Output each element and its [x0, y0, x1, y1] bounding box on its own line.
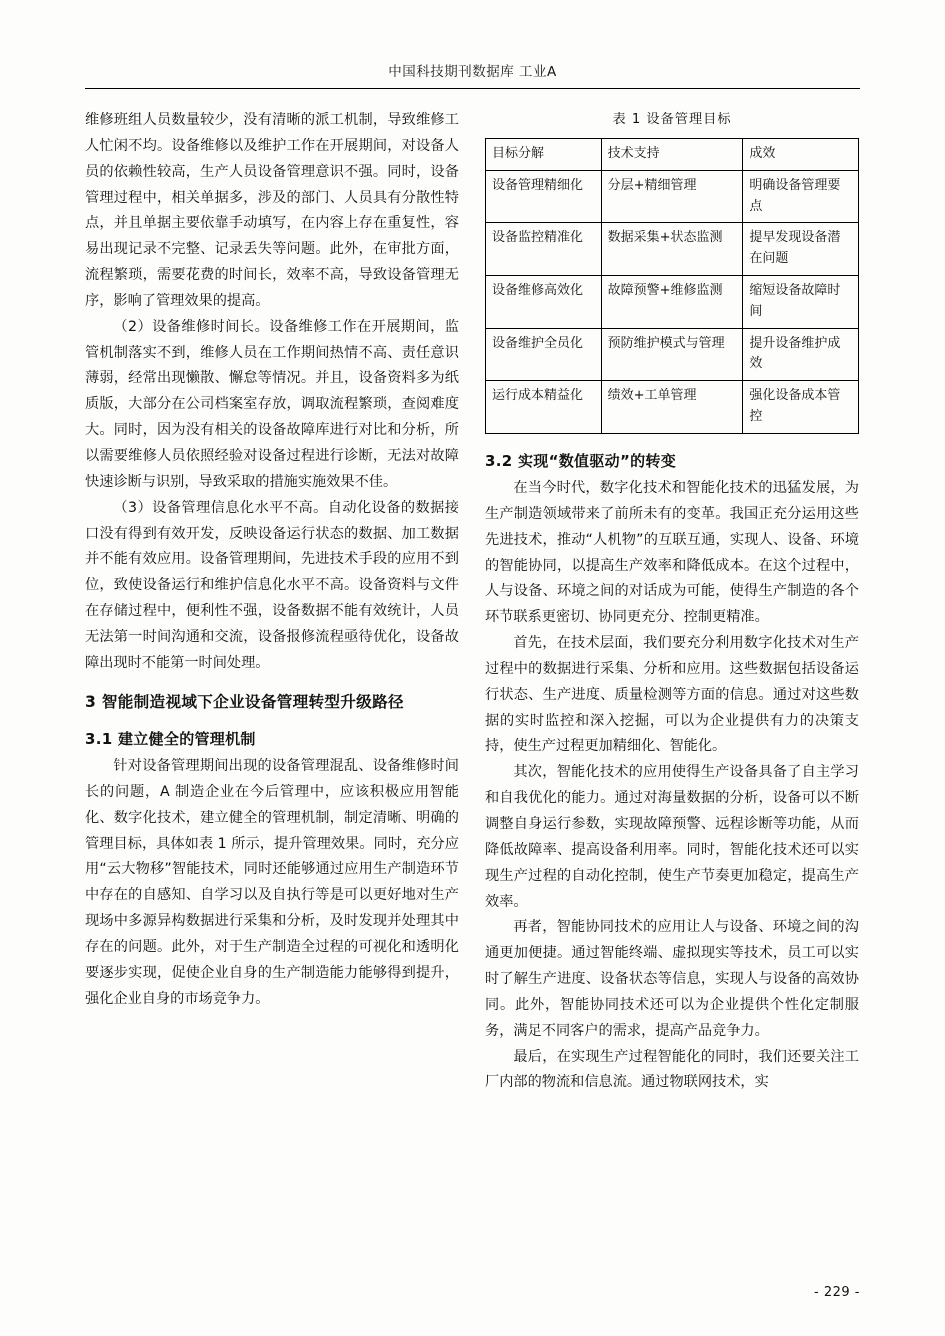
paragraph: 首先，在技术层面，我们要充分利用数字化技术对生产过程中的数据进行采集、分析和应用。这些数据包括设备运行状态、生产进度、质量检测等方面的信息。通过对这些数据的实时监控和深入挖掘，可以为企业提供有力的决策支持，使生产过程更加精细化、智能化。: [485, 635, 859, 755]
two-column-body: [85, 108, 860, 1266]
table-block: [485, 108, 859, 434]
paragraph: 针对设备管理期间出现的设备管理混乱、设备维修时间长的问题，A 制造企业在今后管理中，应该积极应用智能化、数字化技术，建立健全的管理机制，制定清晰、明确的管理目标，具体如表 1 所示，提升管理效果。同时，充分应用“云大物移”智能技术，同时还能够通过应用生产制造环节中存在的自感知、自学习以及自执行等是可以更好地对生产现场中多源异构数据进行采集和分析，及时发现并处理其中存在的问题。此外，对于生产制造全过程的可视化和透明化要逐步实现，促使企业自身的生产制造能力能够得到提升，强化企业自身的市场竞争力。: [85, 758, 459, 1007]
table-cell: 设备维修高效化: [486, 276, 602, 329]
table-cell: 缩短设备故障时间: [743, 276, 859, 329]
table-header-cell: 成效: [743, 139, 859, 171]
section-heading: 3 智能制造视域下企业设备管理转型升级路径: [85, 692, 404, 711]
table-cell: 预防维护模式与管理: [601, 328, 743, 381]
table-cell: 分层+精细管理: [601, 170, 743, 223]
paragraph: （2）设备维修时间长。设备维修工作在开展期间，监管机制落实不到，维修人员在工作期间热情不高、责任意识薄弱，经常出现懒散、懈怠等情况。并且，设备资料多为纸质版，大部分在公司档案室存放，调取流程繁琐，查阅难度大。同时，因为没有相关的设备故障库进行对比和分析，所以需要维修人员依照经验对设备过程进行诊断，无法对故障快速诊断与识别，导致采取的措施实施效果不佳。: [85, 318, 459, 490]
paragraph: 最后，在实现生产过程智能化的同时，我们还要关注工厂内部的物流和信息流。通过物联网技术，实: [485, 1048, 859, 1091]
table-cell: 故障预警+维修监测: [601, 276, 743, 329]
table-cell: 数据采集+状态监测: [601, 223, 743, 276]
header-divider: [85, 88, 860, 89]
table-cell: 运行成本精益化: [486, 381, 602, 434]
page-number: - 229 -: [814, 1285, 860, 1300]
table-caption: 表 1 设备管理目标: [612, 112, 732, 127]
table-cell: 绩效+工单管理: [601, 381, 743, 434]
table-cell: 提早发现设备潜在问题: [743, 223, 859, 276]
table-row: [486, 276, 859, 329]
paragraph: 在当今时代，数字化技术和智能化技术的迅猛发展，为生产制造领域带来了前所未有的变革。我国正充分运用这些先进技术，推动“人机物”的互联互通，实现人、设备、环境的智能协同，以提高生产效率和降低成本。在这个过程中，人与设备、环境之间的对话成为可能，使得生产制造的各个环节联系更密切、协同更充分、控制更精准。: [485, 480, 859, 626]
table-cell: 设备监控精准化: [486, 223, 602, 276]
right-column: [485, 108, 859, 1266]
paragraph: 其次，智能化技术的应用使得生产设备具备了自主学习和自我优化的能力。通过对海量数据的分析，设备可以不断调整自身运行参数，实现故障预警、远程诊断等功能，从而降低故障率、提高设备利用率。同时，智能化技术还可以实现生产过程的自动化控制，使生产节奏更加稳定，提高生产效率。: [485, 764, 859, 910]
table-header-row: [486, 139, 859, 171]
table-row: [486, 381, 859, 434]
table-cell: 设备维护全员化: [486, 328, 602, 381]
table-cell: 设备管理精细化: [486, 170, 602, 223]
table-row: [486, 170, 859, 223]
table-cell: 强化设备成本管控: [743, 381, 859, 434]
table-row: [486, 328, 859, 381]
subsection-heading: 3.2 实现“数值驱动”的转变: [485, 451, 677, 470]
page-header: 中国科技期刊数据库 工业A: [388, 64, 557, 80]
subsection-heading: 3.1 建立健全的管理机制: [85, 729, 256, 748]
equipment-management-goals-table: [485, 138, 859, 434]
table-row: [486, 223, 859, 276]
table-cell: 明确设备管理要点: [743, 170, 859, 223]
paragraph: 再者，智能协同技术的应用让人与设备、环境之间的沟通更加便捷。通过智能终端、虚拟现实等技术，员工可以实时了解生产进度、设备状态等信息，实现人与设备的高效协同。此外，智能协同技术还可以为企业提供个性化定制服务，满足不同客户的需求，提高产品竞争力。: [485, 919, 859, 1039]
paragraph: （3）设备管理信息化水平不高。自动化设备的数据接口没有得到有效开发，反映设备运行状态的数据、加工数据并不能有效应用。设备管理期间，先进技术手段的应用不到位，致使设备运行和维护信息化水平不高。设备资料与文件在存储过程中，便利性不强，设备数据不能有效统计，人员无法第一时间沟通和交流，设备报修流程亟待优化，设备故障出现时不能第一时间处理。: [85, 499, 459, 671]
table-header-cell: 技术支持: [601, 139, 743, 171]
left-column: [85, 108, 459, 1266]
table-header-cell: 目标分解: [486, 139, 602, 171]
paragraph: 维修班组人员数量较少，没有清晰的派工机制，导致维修工人忙闲不均。设备维修以及维护工作在开展期间，对设备人员的依赖性较高，生产人员设备管理意识不强。同时，设备管理过程中，相关单据多，涉及的部门、人员具有分散性特点，并且单据主要依靠手动填写，在内容上存在重复性，容易出现记录不完整、记录丢失等问题。此外，在审批方面，流程繁琐，需要花费的时间长，效率不高，导致设备管理无序，影响了管理效果的提高。: [85, 112, 459, 309]
table-cell: 提升设备维护成效: [743, 328, 859, 381]
